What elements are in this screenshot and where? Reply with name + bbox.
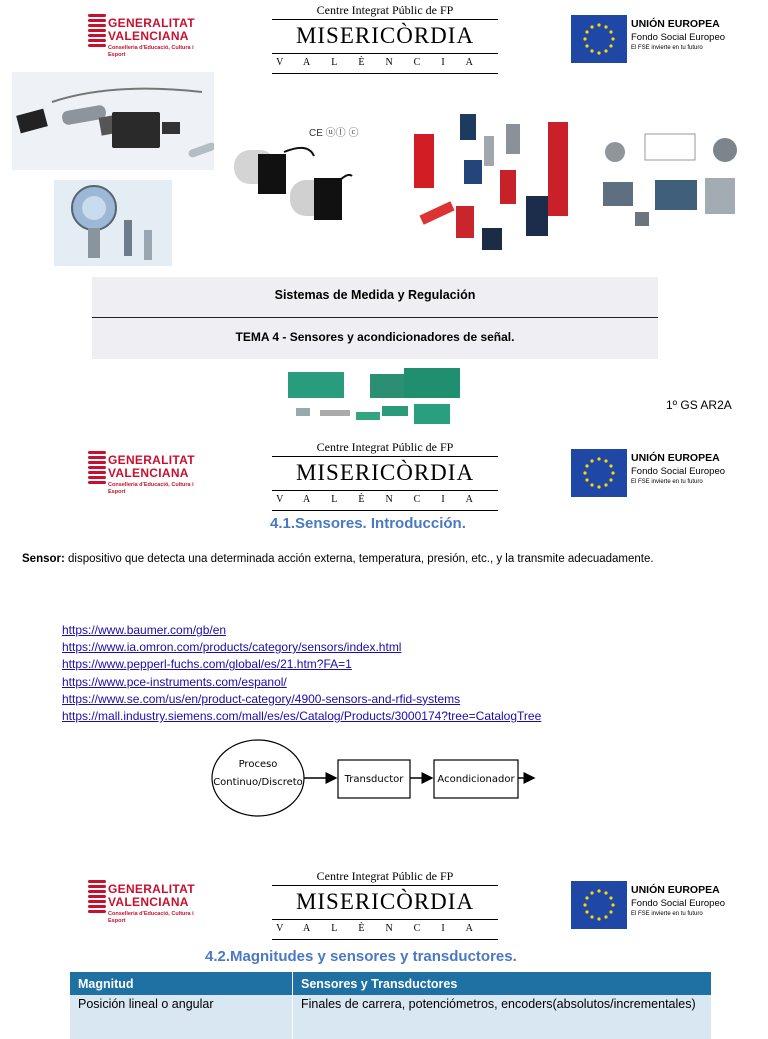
process-label-2: Continuo/Discreto <box>213 777 303 788</box>
school-logo-3: Centre Integrat Públic de FP MISERICÒRDIA VALÈNCIA <box>272 869 498 945</box>
school-logo-2: Centre Integrat Públic de FP MISERICÒRDIA VALÈNCIA <box>272 440 498 516</box>
certification-marks: CE ⓤⓛ ⓒ <box>309 128 359 139</box>
school-top: Centre Integrat Públic de FP <box>316 3 454 17</box>
sensor-photo-6 <box>286 364 464 434</box>
link-omron[interactable]: https://www.ia.omron.com/products/category/sensors/index.html <box>62 640 402 655</box>
transducer-label: Transductor <box>344 774 404 785</box>
sensor-photo-4 <box>410 100 586 256</box>
link-pce-instruments[interactable]: https://www.pce-instruments.com/espanol/ <box>62 674 287 689</box>
title-divider <box>92 317 658 318</box>
link-pepperl-fuchs[interactable]: https://www.pepperl-fuchs.com/global/es/21.htm?FA=1 <box>62 657 352 672</box>
gv-line3: Conselleria d'Educació, Cultura i Esport <box>108 45 194 58</box>
generalitat-logo <box>88 14 228 64</box>
link-baumer[interactable]: https://www.baumer.com/gb/en <box>62 623 227 637</box>
eu-flag-icon <box>571 15 627 63</box>
generalitat-emblem-icon <box>88 880 106 920</box>
eu-line1: UNIÓN EUROPEA <box>631 18 720 30</box>
generalitat-logo-3: GENERALITAT VALENCIANA Conselleria d'Educació, Cultura i Esport <box>88 880 228 930</box>
eu-line3: El FSE invierte en tu futuro <box>631 45 703 51</box>
eu-flag-icon <box>571 881 627 929</box>
col-sensores: Sensores y Transductores <box>293 972 712 995</box>
generalitat-logo-2: GENERALITAT VALENCIANA Conselleria d'Educació, Cultura i Esport <box>88 451 228 501</box>
sensor-definition <box>22 553 654 565</box>
school-name: MISERICÒRDIA <box>295 23 475 48</box>
conditioner-label: Acondicionador <box>437 774 515 785</box>
cover-title-box <box>92 277 658 359</box>
gv-line1: GENERALITAT <box>108 16 195 30</box>
eu-flag-icon <box>571 449 627 497</box>
definition-term: Sensor: <box>22 553 65 565</box>
gv-line2: VALENCIANA <box>108 29 189 43</box>
sensor-photo-5 <box>595 122 755 228</box>
sensor-photo-2 <box>54 180 172 266</box>
reference-links <box>62 622 541 725</box>
school-city: VALÈNCIA <box>276 57 494 68</box>
section-heading-4-2: 4.2.Magnitudes y sensores y transductores. <box>205 948 517 965</box>
eu-logo-3: UNIÓN EUROPEA Fondo Social Europeo El FSE invierte en tu futuro <box>571 881 731 933</box>
generalitat-emblem-icon <box>88 451 106 491</box>
sensor-block-diagram <box>208 732 538 824</box>
process-label-1: Proceso <box>238 759 278 770</box>
generalitat-emblem-icon <box>88 14 106 54</box>
course-title: Sistemas de Medida y Regulación <box>274 288 476 302</box>
eu-logo-2: UNIÓN EUROPEA Fondo Social Europeo El FSE invierte en tu futuro <box>571 449 731 501</box>
cell-magnitud: Posición lineal o angular <box>70 995 293 1039</box>
magnitudes-table <box>70 972 712 1039</box>
eu-logo <box>571 15 731 67</box>
school-logo <box>272 3 498 79</box>
course-group: 1º GS AR2A <box>666 398 732 412</box>
link-schneider[interactable]: https://www.se.com/us/en/product-category/4900-sensors-and-rfid-systems <box>62 691 461 706</box>
table-header-row <box>70 972 712 995</box>
cell-sensores: Finales de carrera, potenciómetros, encoders(absolutos/incrementales) <box>293 995 712 1039</box>
section-heading-4-1: 4.1.Sensores. Introducción. <box>270 515 466 532</box>
definition-text: dispositivo que detecta una determinada acción externa, temperatura, presión, etc., y la transmite adecuadamente. <box>64 553 654 565</box>
link-siemens[interactable]: https://mall.industry.siemens.com/mall/es/es/Catalog/Products/3000174?tree=CatalogTree <box>62 709 542 724</box>
table-row <box>70 995 712 1039</box>
eu-line2: Fondo Social Europeo <box>631 32 726 43</box>
col-magnitud: Magnitud <box>70 972 293 995</box>
sensor-photo-1 <box>12 72 214 170</box>
unit-title: TEMA 4 - Sensores y acondicionadores de señal. <box>235 330 515 344</box>
